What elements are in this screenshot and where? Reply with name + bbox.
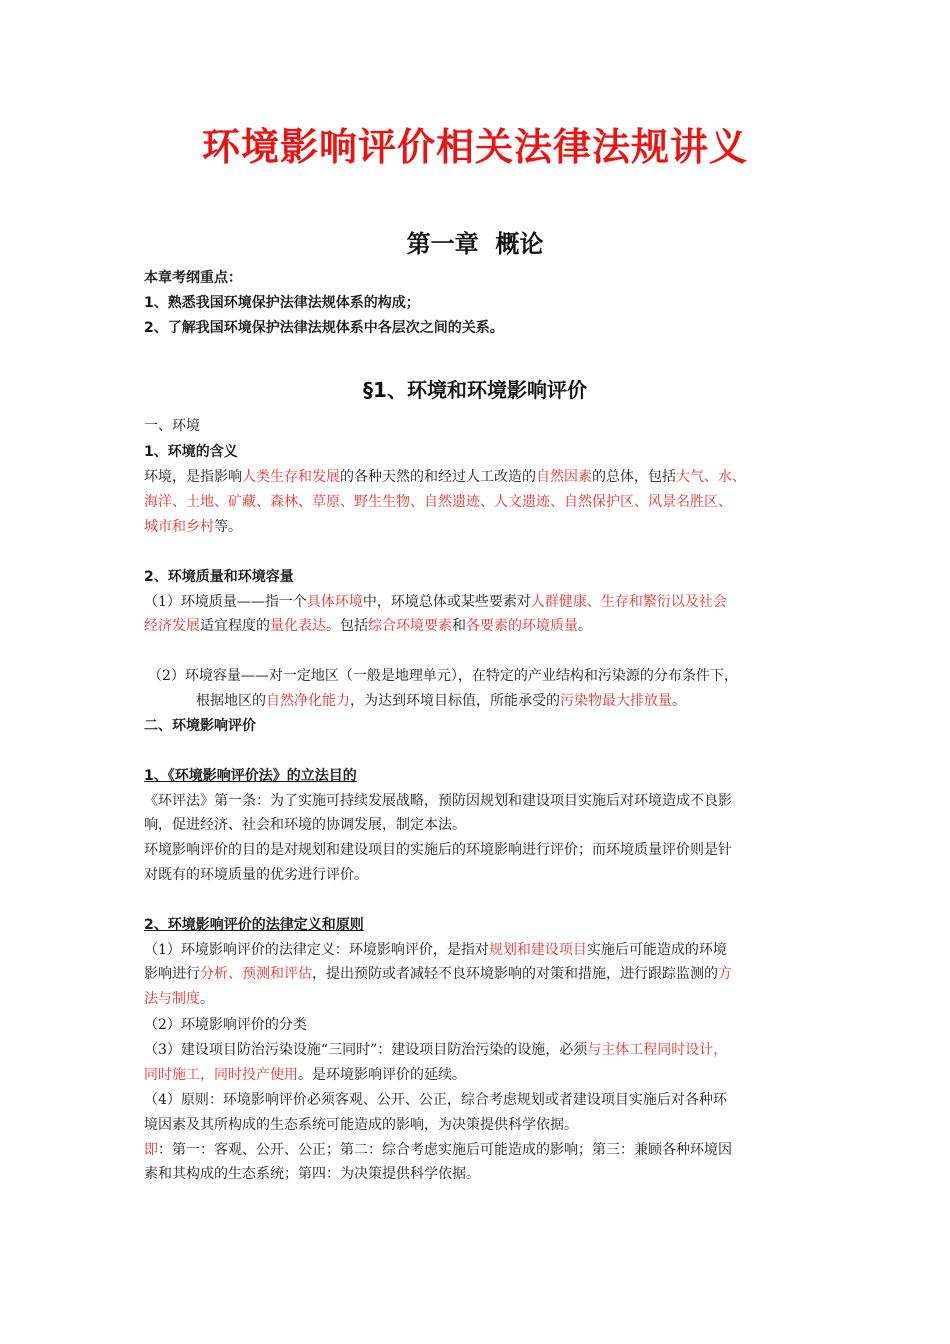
part-heading-eia: 二、环境影响评价 bbox=[144, 718, 256, 734]
subheading-definition-principles: 2、环境影响评价的法律定义和原则 bbox=[144, 917, 364, 933]
section-title: §1、环境和环境影响评价 bbox=[363, 378, 587, 402]
paragraph-line: 即：第一：客观、公开、公正；第二：综合考虑实施后可能造成的影响；第三：兼顾各种环境因 bbox=[144, 1142, 732, 1158]
paragraph-line: （1）环境质量——指一个具体环境中，环境总体或某些要素对人群健康、生存和繁衍以及社会 bbox=[144, 594, 727, 610]
part-heading-environment: 一、环境 bbox=[144, 418, 200, 434]
paragraph-line: （2）环境影响评价的分类 bbox=[144, 1017, 307, 1033]
outline-heading: 本章考纲重点： bbox=[144, 270, 242, 286]
paragraph-line: 对既有的环境质量的优劣进行评价。 bbox=[144, 867, 368, 883]
chapter-title: 第一章 概论 bbox=[406, 230, 544, 258]
document-title: 环境影响评价相关法律法规讲义 bbox=[201, 125, 748, 169]
subheading-quality-capacity: 2、环境质量和环境容量 bbox=[144, 569, 294, 585]
paragraph-line: 《环评法》第一条：为了实施可持续发展战略，预防因规划和建设项目实施后对环境造成不良影 bbox=[144, 793, 732, 809]
paragraph-line: 素和其构成的生态系统；第四：为决策提供科学依据。 bbox=[144, 1166, 480, 1182]
paragraph-line: 法与制度。 bbox=[144, 991, 214, 1007]
paragraph-line: 环境，是指影响人类生存和发展的各种天然的和经过人工改造的自然因素的总体，包括大气、水、 bbox=[144, 469, 746, 485]
subheading-environment-meaning: 1、环境的含义 bbox=[144, 444, 238, 460]
paragraph-line: （2）环境容量——对一定地区（一般是地理单元），在特定的产业结构和污染源的分布条件下， bbox=[148, 668, 738, 684]
paragraph-line: 海洋、土地、矿藏、森林、草原、野生生物、自然遗迹、人文遗迹、自然保护区、风景名胜区、 bbox=[144, 494, 732, 510]
paragraph-line: 境因素及其所构成的生态系统可能造成的影响，为决策提供科学依据。 bbox=[144, 1117, 578, 1133]
subheading-legislative-purpose: 1、《环境影响评价法》的立法目的 bbox=[144, 768, 357, 784]
paragraph-line: 根据地区的自然净化能力，为达到环境目标值，所能承受的污染物最大排放量。 bbox=[196, 693, 686, 709]
paragraph-line: （1）环境影响评价的法律定义：环境影响评价，是指对规划和建设项目实施后可能造成的环境 bbox=[144, 942, 727, 958]
paragraph-line: 响，促进经济、社会和环境的协调发展，制定本法。 bbox=[144, 817, 466, 833]
outline-item-1: 1、熟悉我国环境保护法律法规体系的构成； bbox=[144, 295, 420, 311]
paragraph-line: （4）原则：环境影响评价必须客观、公开、公正，综合考虑规划或者建设项目实施后对各种环 bbox=[144, 1092, 727, 1108]
paragraph-line: 同时施工，同时投产使用。是环境影响评价的延续。 bbox=[144, 1067, 466, 1083]
paragraph-line: （3）建设项目防治污染设施“三同时”：建设项目防治污染的设施，必须与主体工程同时设计， bbox=[144, 1042, 728, 1058]
paragraph-line: 城市和乡村等。 bbox=[144, 519, 242, 535]
paragraph-line: 经济发展适宜程度的量化表达。包括综合环境要素和各要素的环境质量。 bbox=[144, 618, 592, 634]
outline-item-2: 2、了解我国环境保护法律法规体系中各层次之间的关系。 bbox=[144, 320, 504, 336]
paragraph-line: 环境影响评价的目的是对规划和建设项目的实施后的环境影响进行评价；而环境质量评价则是针 bbox=[144, 842, 732, 858]
paragraph-line: 影响进行分析、预测和评估，提出预防或者减轻不良环境影响的对策和措施，进行跟踪监测的方 bbox=[144, 966, 732, 982]
